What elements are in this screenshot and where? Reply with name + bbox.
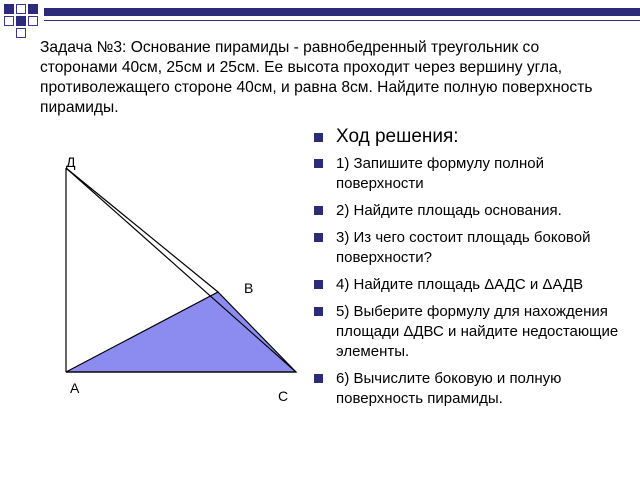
step-text: 4) Найдите площадь ΔАДС и ΔАДВ (336, 276, 584, 293)
step-text: 2) Найдите площадь основания. (336, 202, 562, 219)
bullet-square-icon (314, 159, 323, 168)
decor-square (28, 4, 38, 14)
step-text: 3) Из чего состоит площадь боковой поверхности? (336, 229, 591, 266)
step-item (312, 275, 634, 295)
decor-square (4, 4, 14, 14)
step-item (312, 228, 634, 268)
solution-steps-list (312, 126, 634, 416)
decor-square (4, 16, 14, 26)
vertex-label-c: С (278, 388, 289, 404)
bullet-square-icon (314, 206, 323, 215)
decor-square (28, 16, 38, 26)
header-bar (44, 8, 640, 16)
step-item (312, 201, 634, 221)
edge-db (66, 168, 218, 292)
step-item (312, 302, 634, 362)
step-item (312, 154, 634, 194)
bullet-square-icon (314, 307, 323, 316)
bullet-square-icon (314, 280, 323, 289)
step-item (312, 369, 634, 409)
vertex-label-a: А (70, 380, 80, 396)
steps-heading-text: Ход решения: (336, 126, 459, 147)
decor-square (16, 4, 26, 14)
vertex-label-b: В (244, 280, 254, 296)
pyramid-figure (56, 156, 306, 406)
decor-square (16, 28, 26, 38)
step-text: 1) Запишите формулу полной поверхности (336, 155, 545, 192)
bullet-square-icon (314, 374, 323, 383)
bullet-square-icon (314, 133, 323, 142)
step-text: 5) Выберите формулу для нахождения площади ΔДВС и найдите недостающие элементы. (336, 303, 619, 360)
decor-square (16, 16, 26, 26)
bullet-square-icon (314, 233, 323, 242)
base-triangle (66, 292, 296, 372)
header-rule (44, 20, 640, 21)
vertex-label-d: Д (66, 154, 76, 170)
problem-statement: Задача №3: Основание пирамиды - равнобедренный треугольник со сторонами 40см, 25см и 25см. Ее высота проходит через вершину угла, противолежащего стороне 40см, и равна 8см. Найдите полную поверхность пирамиды. (40, 39, 593, 116)
step-text: 6) Вычислите боковую и полную поверхность пирамиды. (336, 370, 562, 407)
steps-heading (312, 126, 634, 148)
